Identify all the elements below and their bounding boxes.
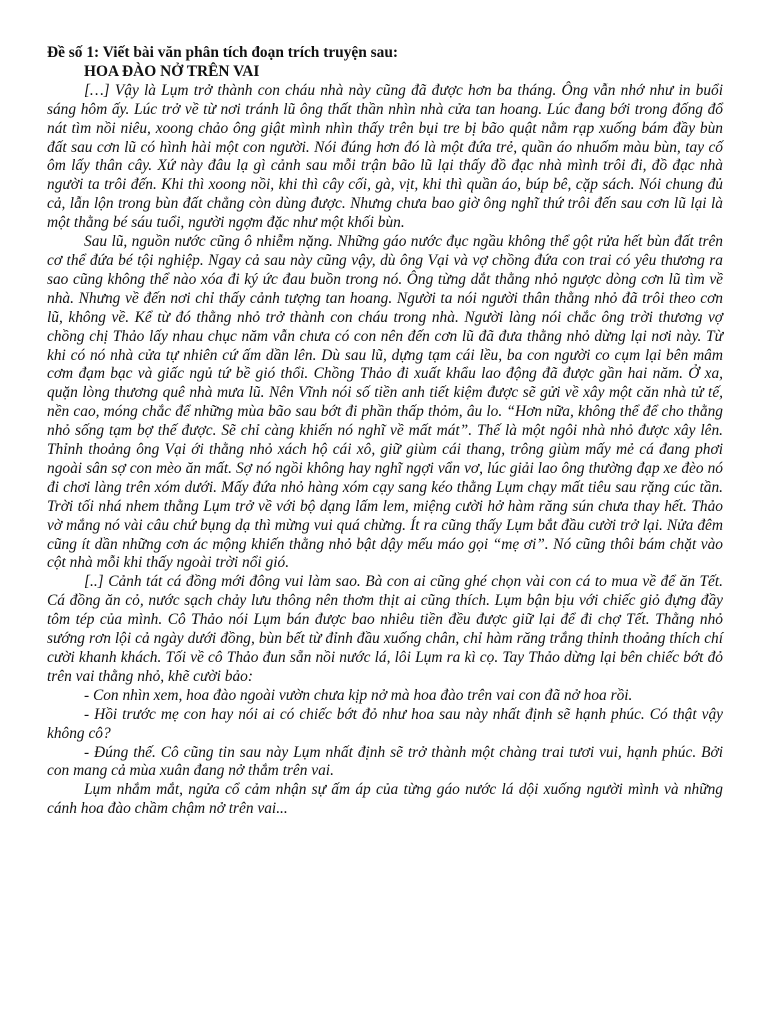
dialogue-line-3: - Đúng thế. Cô cũng tin sau này Lụm nhất định sẽ trở thành một chàng trai tươi vui, hạnh phúc. Bởi con mang cả mùa xuân đang nở thắm trên vai.: [47, 743, 723, 780]
document-page: [47, 44, 723, 819]
dialogue-line-1: - Con nhìn xem, hoa đào ngoài vườn chưa kịp nở mà hoa đào trên vai con đã nở hoa rồi.: [84, 686, 633, 704]
paragraph-2: Sau lũ, nguồn nước cũng ô nhiễm nặng. Những gáo nước đục ngầu không thể gột rửa hết bùn đất trên cơ thể đứa bé tội nghiệp. Ngay cả sau này cũng vậy, dù ông Vại và vợ chồng đứa con trai có yêu thương ra sao cũng không thể nào xóa đi ký ức đau buồn trong nó. Ông từng dắt thằng nhỏ ngược dòng cơn lũ tìm về nhà. Nhưng về đến nơi chỉ thấy cảnh tượng tan hoang. Người ta nói người thân thằng nhỏ đã trôi theo cơn lũ, không về. Kể từ đó thằng nhỏ trở thành con cháu trong nhà. Người làng nói chắc ông trời thương vợ chồng chị Thảo lấy nhau chục năm vẫn chưa có con nên đến cơn lũ đã đưa thằng nhỏ dừng lại nơi này. Từ khi có nó nhà cửa tự nhiên cứ ấm dần lên. Dù sau lũ, dựng tạm cái lều, ba con người co cụm lại bên mâm cơm đạm bạc và giấc ngủ tứ bề gió thổi. Chồng Thảo đi xuất khẩu lao động đã được gần hai năm. Ở xa, quặn lòng thương quê nhà mưa lũ. Nên Vĩnh nói số tiền anh tiết kiệm được sẽ gửi về xây một căn nhà tử tế, nền cao, móng chắc để những mùa bão sau bớt đi phần thấp thỏm, âu lo. “Hơn nữa, không thể để cho thằng nhỏ sống tạm bợ thế được. Sẽ chỉ càng khiến nó nghĩ về mất mát”. Thế là một ngôi nhà nhỏ được xây lên. Thỉnh thoảng ông Vại ới thằng nhỏ xách hộ cái xô, giữ giùm cái thang, trông giùm mấy mẻ cá đang phơi ngoài sân sợ con mèo ăn mất. Sợ nó ngồi không hay nghĩ ngợi vẩn vơ, lúc giải lao ông thường đạp xe đèo nó đi chơi làng trên xóm dưới. Mấy đứa nhỏ hàng xóm cạy sang kéo thằng Lụm chạy mất tiêu sau rặng cúc tần. Trời tối nhá nhem thằng Lụm trở về với bộ dạng lấm lem, miệng cười hở hàm răng sún chưa thay hết. Thảo vờ mắng nó vài câu chứ bụng dạ thì mừng vui quá chừng. Ít ra cũng thấy Lụm bắt đầu cười trở lại. Nửa đêm cũng ít dần những cơn ác mộng khiến thằng nhỏ bật dậy mếu máo gọi “mẹ ơi”. Nó cũng thôi bám chặt vào cột nhà mỗi khi thấy ngoài trời nổi gió.: [47, 233, 723, 572]
story-title: HOA ĐÀO NỞ TRÊN VAI: [84, 62, 260, 80]
dialogue-line-2: - Hồi trước mẹ con hay nói ai có chiếc bớt đỏ như hoa sau này nhất định sẽ hạnh phúc. Có thật vậy không cô?: [47, 705, 723, 742]
closing-paragraph: Lụm nhắm mắt, ngửa cổ cảm nhận sự ấm áp của từng gáo nước lá dội xuống người mình và những cánh hoa đào chầm chậm nở trên vai...: [47, 781, 723, 818]
paragraph-3: [..] Cảnh tát cá đồng mới đông vui làm sao. Bà con ai cũng ghé chọn vài con cá to mua về để ăn Tết. Cá đồng ăn cỏ, nước sạch chảy lưu thông nên thơm thịt ai cũng thích. Lụm bận bịu với chiếc giỏ đựng đầy tôm tép của mình. Cô Thảo nói Lụm bán được bao nhiêu tiền đều được giữ lại để đi chợ Tết. Thằng nhỏ sướng rơn lội cả ngày dưới đồng, bùn bết từ đỉnh đầu xuống chân, chỉ hàm răng trắng thỉnh thoảng thích chí cười khanh khách. Tối về cô Thảo đun sẵn nồi nước lá, lôi Lụm ra kì cọ. Tay Thảo dừng lại bên chiếc bớt đỏ trên vai thằng nhỏ, khẽ cười bảo:: [47, 573, 723, 685]
assignment-heading: Đề số 1: Viết bài văn phân tích đoạn trích truyện sau:: [47, 44, 399, 61]
paragraph-1: […] Vậy là Lụm trở thành con cháu nhà này cũng đã được hơn ba tháng. Ông vẫn nhớ như in buổi sáng hôm ấy. Lúc trở về từ nơi tránh lũ ông thất thần nhìn nhà cửa tan hoang. Lúc đang bới trong đống đổ nát tìm nồi niêu, xoong chảo ông giật mình nhìn thấy trên bụi tre bị bão quật nằm rạp xuống bám đầy bùn đất sau cơn lũ có hình hài một con người. Nói đúng hơn đó là một đứa trẻ, quần áo nhuốm màu bùn, tay cố ôm lấy thân cây. Xứ này đâu lạ gì cảnh sau mỗi trận bão lũ lại thấy đồ đạc nhà mình trôi đi, đồ đạc nhà người ta trôi đến. Khi thì xoong nồi, khi thì cây cối, gà, vịt, khi thì quần áo, búp bê, cặp sách. Nói chung đủ cả, lẫn lộn trong bùn đất chẳng còn dùng được. Nhưng chưa bao giờ ông nghĩ thứ trôi đến sau cơn lũ lại là một thằng bé sáu tuổi, người ngợm đặc như một khối bùn.: [47, 81, 723, 232]
